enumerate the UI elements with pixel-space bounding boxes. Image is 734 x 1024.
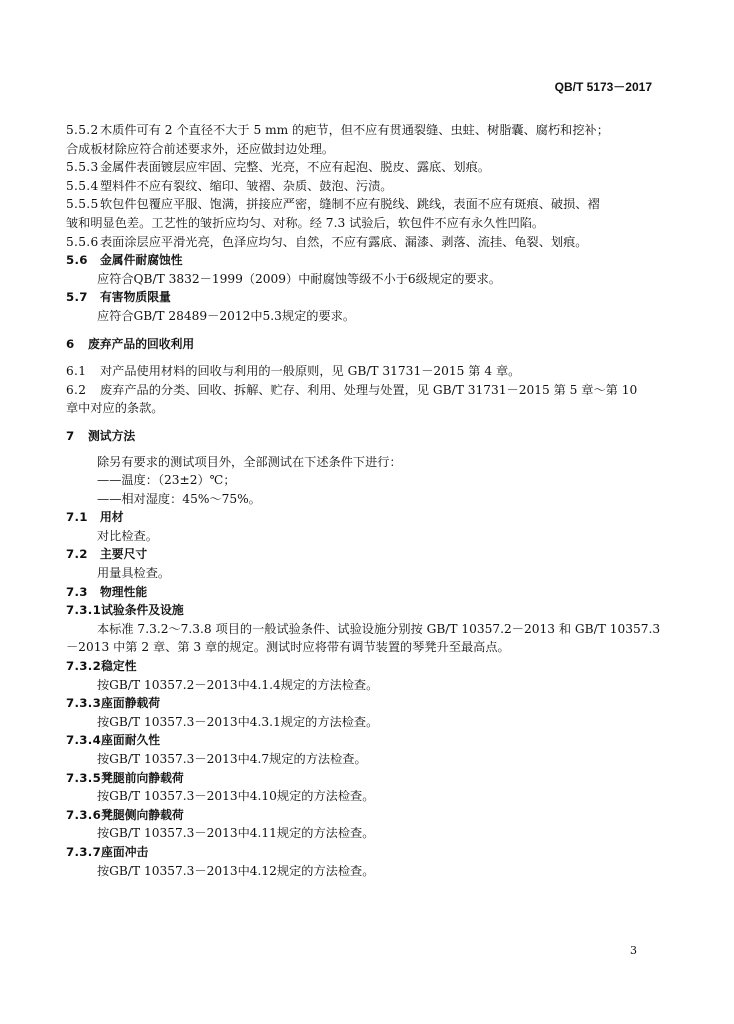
indented-paragraph: ——温度：（23±2）℃； [97, 473, 236, 488]
section-heading [66, 427, 658, 446]
indented-paragraph: 对比检查。 [97, 528, 158, 543]
clause-number: 7.1 [66, 510, 88, 525]
clause-text: 塑料件不应有裂纹、缩印、皱褶、杂质、鼓泡、污渍。 [100, 178, 393, 193]
section-heading [66, 769, 658, 788]
clause-item [66, 381, 658, 400]
spacer [66, 418, 658, 427]
indented-paragraph: 除另有要求的测试项目外，全部测试在下述条件下进行： [97, 454, 402, 469]
continuation-line: 皱和明显色差。工艺性的皱折应均匀、对称。经 7.3 试验后，软包件不应有永久性凹陷。 [66, 215, 545, 230]
heading-text: 座面静载荷 [101, 696, 161, 711]
clause-text: 金属件表面镀层应牢固、完整、光亮，不应有起泡、脱皮、露底、划痕。 [100, 160, 490, 175]
clause-number: 5.5.2 [66, 123, 99, 137]
indented-paragraph: ——相对湿度：45%～75%。 [97, 491, 261, 506]
clause-number: 5.5.5 [66, 197, 99, 212]
spacer [66, 326, 658, 335]
clause-item [66, 362, 658, 381]
section-heading [66, 657, 658, 676]
heading-text: 金属件耐腐蚀性 [100, 253, 183, 268]
clause-number: 7.3 [66, 584, 88, 599]
clause-number: 7.2 [66, 547, 88, 562]
indented-paragraph: 按GB/T 10357.3－2013中4.3.1规定的方法检查。 [97, 714, 379, 729]
section-heading [66, 731, 658, 750]
clause-number: 7.3.2 [66, 659, 102, 674]
heading-text: 座面冲击 [101, 844, 149, 859]
clause-item [66, 121, 658, 140]
heading-text: 座面耐久性 [101, 733, 161, 748]
clause-number: 5.6 [66, 253, 88, 268]
indented-paragraph: 按GB/T 10357.3－2013中4.7规定的方法检查。 [97, 752, 367, 766]
clause-number: 7.3.1 [66, 603, 102, 618]
clause-text: 对产品使用材料的回收与利用的一般原则，见 GB/T 31731－2015 第 4 章。 [100, 364, 521, 379]
heading-text: 废弃产品的回收利用 [88, 336, 195, 351]
section-heading [66, 508, 658, 527]
clause-number: 5.7 [66, 290, 88, 305]
clause-item [66, 233, 658, 252]
clause-item [66, 177, 658, 196]
indented-paragraph: 按GB/T 10357.3－2013中4.11规定的方法检查。 [97, 826, 375, 841]
section-heading [66, 694, 658, 713]
clause-item [66, 195, 658, 214]
indented-paragraph: 按GB/T 10357.2－2013中4.1.4规定的方法检查。 [97, 677, 379, 692]
clause-number: 7.3.3 [66, 696, 102, 711]
clause-number: 5.5.4 [66, 178, 99, 193]
clause-item [66, 158, 658, 177]
clause-number: 6.1 [66, 364, 87, 379]
section-heading [66, 601, 658, 620]
continuation-line: 合成板材除应符合前述要求外，还应做封边处理。 [66, 141, 335, 156]
clause-number: 7.3.6 [66, 807, 102, 822]
clause-number: 6 [66, 336, 75, 351]
section-heading [66, 251, 658, 270]
clause-text: 废弃产品的分类、回收、拆解、贮存、利用、处理与处置，见 GB/T 31731－2015 第 5 章～第 10 [100, 382, 638, 397]
heading-text: 稳定性 [101, 659, 137, 674]
clause-text: 表面涂层应平滑光亮，色泽应均匀、自然，不应有露底、漏漆、剥落、流挂、龟裂、划痕。 [100, 234, 588, 249]
indented-paragraph: 应符合GB/T 28489－2012中5.3规定的要求。 [97, 308, 356, 323]
heading-text: 主要尺寸 [100, 547, 148, 562]
clause-text: 木质件可有 2 个直径不大于 5 mm 的疤节，但不应有贯通裂缝、虫蛀、树脂囊、腐朽和挖补； [100, 123, 609, 137]
clause-number: 6.2 [66, 382, 87, 397]
document-body [66, 121, 661, 880]
heading-text: 有害物质限量 [100, 290, 171, 305]
section-heading [66, 288, 658, 307]
clause-text: 软包件包覆应平服、饱满，拼接应严密，缝制不应有脱线、跳线，表面不应有斑痕、破损、褶 [100, 197, 600, 212]
section-heading [66, 335, 658, 354]
indented-paragraph: 应符合QB/T 3832－1999（2009）中耐腐蚀等级不小于6级规定的要求。 [97, 271, 501, 286]
section-heading [66, 843, 658, 862]
continuation-line: 章中对应的条款。 [66, 401, 164, 416]
spacer [66, 446, 658, 453]
clause-number: 7 [66, 428, 75, 443]
clause-number: 5.5.3 [66, 160, 99, 175]
section-heading [66, 583, 658, 602]
page-number: 3 [630, 944, 637, 957]
indented-paragraph: 本标准 7.3.2～7.3.8 项目的一般试验条件、试验设施分别按 GB/T 10357.2－2013 和 GB/T 10357.3 [97, 621, 661, 636]
heading-text: 物理性能 [100, 584, 148, 599]
clause-number: 7.3.7 [66, 844, 102, 859]
clause-number: 7.3.4 [66, 733, 102, 748]
indented-paragraph: 按GB/T 10357.3－2013中4.12规定的方法检查。 [97, 863, 375, 878]
heading-text: 凳腿侧向静载荷 [101, 807, 184, 822]
clause-number: 7.3.5 [66, 770, 102, 785]
continuation-line: －2013 中第 2 章、第 3 章的规定。测试时应将带有调节装置的琴凳升至最高点。 [66, 640, 510, 655]
clause-number: 5.5.6 [66, 234, 99, 249]
heading-text: 测试方法 [88, 428, 136, 443]
spacer [66, 353, 658, 362]
heading-text: 凳腿前向静载荷 [101, 770, 184, 785]
heading-text: 用材 [100, 510, 124, 525]
section-heading [66, 545, 658, 564]
indented-paragraph: 用量具检查。 [97, 566, 171, 581]
heading-text: 试验条件及设施 [101, 603, 184, 618]
standard-code: QB/T 5173－2017 [554, 80, 652, 94]
section-heading [66, 806, 658, 825]
indented-paragraph: 按GB/T 10357.3－2013中4.10规定的方法检查。 [97, 789, 375, 804]
